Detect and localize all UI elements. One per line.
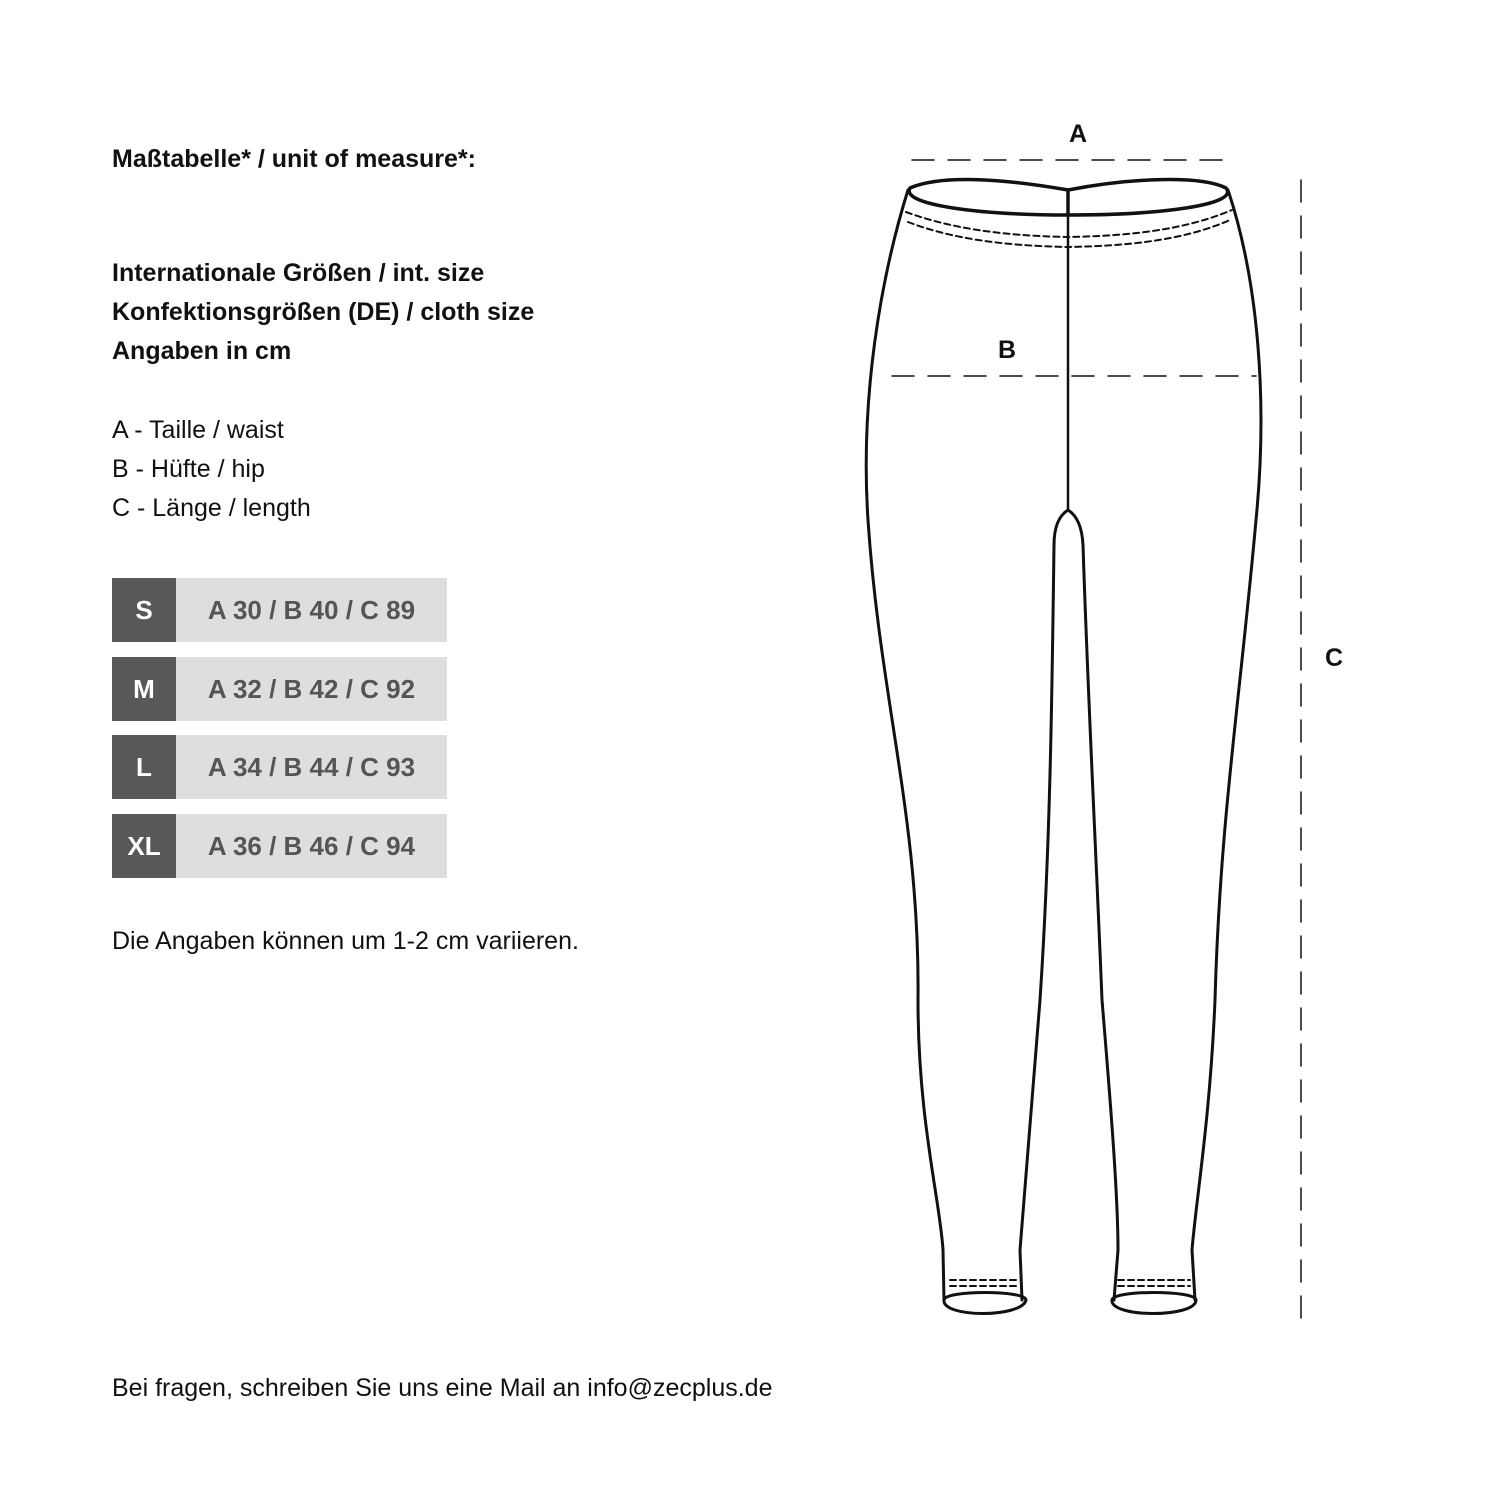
size-tag: S [112,578,176,642]
label-b: B [998,336,1017,364]
subtitle-units: Angaben in cm [112,337,292,365]
legend-hip: B - Hüfte / hip [112,455,265,483]
variance-note: Die Angaben können um 1-2 cm variieren. [112,927,579,955]
subtitle-int-size: Internationale Größen / int. size [112,259,485,287]
label-a: A [1069,120,1088,148]
footer-contact: Bei fragen, schreiben Sie uns eine Mail an info@zecplus.de [112,1374,773,1402]
size-tag: M [112,657,176,721]
size-tag: L [112,735,176,799]
label-c: C [1325,644,1344,672]
size-values: A 34 / B 44 / C 93 [176,735,447,799]
size-tag: XL [112,814,176,878]
page-title: Maßtabelle* / unit of measure*: [112,145,476,173]
legend-waist: A - Taille / waist [112,416,284,444]
subtitle-cloth-size: Konfektionsgrößen (DE) / cloth size [112,298,535,326]
size-values: A 30 / B 40 / C 89 [176,578,447,642]
legend-length: C - Länge / length [112,494,311,522]
size-values: A 36 / B 46 / C 94 [176,814,447,878]
size-values: A 32 / B 42 / C 92 [176,657,447,721]
